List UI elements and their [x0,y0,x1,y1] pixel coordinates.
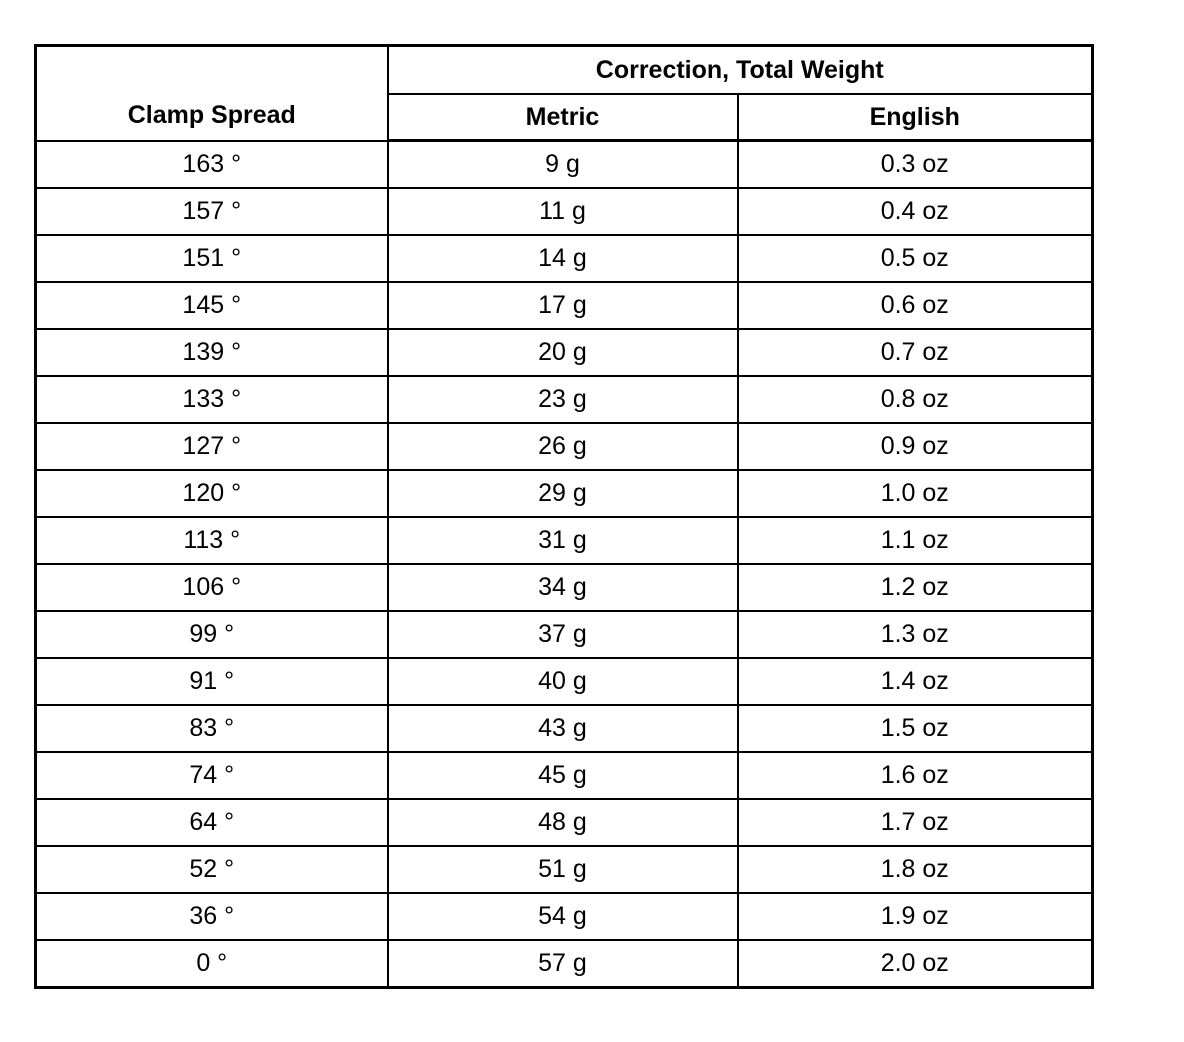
clamp-spread-cell: 120 ° [36,470,388,517]
table-row [36,235,1093,282]
metric-cell: 26 g [388,423,738,470]
metric-cell: 17 g [388,282,738,329]
table-row [36,141,1093,189]
english-header: English [738,94,1093,141]
table-row [36,329,1093,376]
metric-cell: 20 g [388,329,738,376]
metric-cell: 9 g [388,141,738,189]
clamp-spread-cell: 151 ° [36,235,388,282]
clamp-spread-cell: 157 ° [36,188,388,235]
clamp-spread-cell: 133 ° [36,376,388,423]
english-cell: 1.4 oz [738,658,1093,705]
metric-cell: 54 g [388,893,738,940]
metric-cell: 23 g [388,376,738,423]
table-body [36,141,1093,988]
table-row [36,517,1093,564]
metric-cell: 51 g [388,846,738,893]
clamp-spread-correction-table [34,44,1094,989]
english-cell: 1.2 oz [738,564,1093,611]
table-row [36,705,1093,752]
metric-cell: 43 g [388,705,738,752]
header-row-top [36,46,1093,95]
clamp-spread-cell: 106 ° [36,564,388,611]
table-row [36,893,1093,940]
table-row [36,282,1093,329]
table-row [36,799,1093,846]
table-row [36,846,1093,893]
english-cell: 1.9 oz [738,893,1093,940]
metric-cell: 14 g [388,235,738,282]
clamp-spread-cell: 52 ° [36,846,388,893]
english-cell: 0.8 oz [738,376,1093,423]
english-cell: 0.5 oz [738,235,1093,282]
metric-cell: 34 g [388,564,738,611]
metric-cell: 11 g [388,188,738,235]
english-cell: 1.5 oz [738,705,1093,752]
clamp-spread-cell: 83 ° [36,705,388,752]
english-cell: 1.0 oz [738,470,1093,517]
clamp-spread-cell: 139 ° [36,329,388,376]
clamp-spread-cell: 36 ° [36,893,388,940]
english-cell: 0.3 oz [738,141,1093,189]
english-cell: 0.6 oz [738,282,1093,329]
english-cell: 1.8 oz [738,846,1093,893]
english-cell: 1.1 oz [738,517,1093,564]
clamp-spread-cell: 127 ° [36,423,388,470]
table-row [36,470,1093,517]
english-cell: 1.6 oz [738,752,1093,799]
metric-header: Metric [388,94,738,141]
metric-cell: 48 g [388,799,738,846]
metric-cell: 31 g [388,517,738,564]
clamp-spread-cell: 91 ° [36,658,388,705]
metric-cell: 37 g [388,611,738,658]
clamp-spread-header: Clamp Spread [36,46,388,141]
metric-cell: 45 g [388,752,738,799]
clamp-spread-cell: 0 ° [36,940,388,988]
english-cell: 1.7 oz [738,799,1093,846]
correction-total-weight-header: Correction, Total Weight [388,46,1093,95]
clamp-spread-cell: 163 ° [36,141,388,189]
clamp-spread-cell: 113 ° [36,517,388,564]
clamp-spread-cell: 64 ° [36,799,388,846]
english-cell: 0.4 oz [738,188,1093,235]
table-row [36,188,1093,235]
english-cell: 2.0 oz [738,940,1093,988]
english-cell: 0.9 oz [738,423,1093,470]
clamp-spread-cell: 74 ° [36,752,388,799]
table-row [36,752,1093,799]
table-row [36,611,1093,658]
table-row [36,376,1093,423]
english-cell: 0.7 oz [738,329,1093,376]
table-row [36,423,1093,470]
table-row [36,564,1093,611]
clamp-spread-cell: 99 ° [36,611,388,658]
table-header [36,46,1093,141]
table-row [36,658,1093,705]
english-cell: 1.3 oz [738,611,1093,658]
metric-cell: 57 g [388,940,738,988]
metric-cell: 29 g [388,470,738,517]
metric-cell: 40 g [388,658,738,705]
table-row [36,940,1093,988]
clamp-spread-cell: 145 ° [36,282,388,329]
